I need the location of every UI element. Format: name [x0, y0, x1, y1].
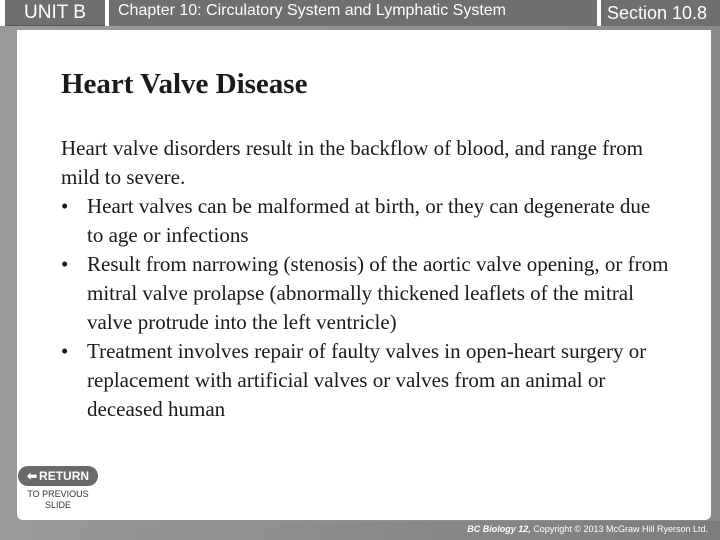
- return-arrow-icon: ⬅: [26, 469, 38, 483]
- copyright-text: Copyright © 2013 McGraw Hill Ryerson Ltd.: [533, 524, 708, 534]
- return-label: RETURN: [39, 469, 90, 483]
- intro-text: Heart valve disorders result in the backflow of blood, and range from mild to severe.: [61, 136, 643, 189]
- bullet-text: Result from narrowing (stenosis) of the aortic valve opening, or from mitral valve prolapse (abnormally thickened leaflets of the mitral valve protrude into the left ventricle): [87, 252, 669, 334]
- bullet-text: Treatment involves repair of faulty valves in open-heart surgery or replacement with artificial valves or valves from an animal or deceased human: [87, 339, 647, 421]
- slide-title: Heart Valve Disease: [61, 68, 308, 100]
- bullet-marker: •: [61, 194, 69, 218]
- bullet-marker: •: [61, 339, 69, 363]
- bullet-text: Heart valves can be malformed at birth, or they can degenerate due to age or infections: [87, 194, 651, 247]
- return-caption: TO PREVIOUS SLIDE: [27, 489, 89, 510]
- bullet-item: [61, 192, 671, 250]
- bullet-list: [61, 192, 671, 424]
- return-button[interactable]: [18, 466, 98, 486]
- slide-body: [61, 134, 671, 424]
- header-bar: [0, 0, 720, 26]
- bullet-item: [61, 250, 671, 337]
- unit-tab: UNIT B: [5, 0, 105, 26]
- section-tab: Section 10.8: [601, 0, 720, 26]
- copyright-notice: [467, 522, 708, 536]
- bullet-item: [61, 337, 671, 424]
- bullet-marker: •: [61, 252, 69, 276]
- chapter-tab: Chapter 10: Circulatory System and Lymphatic System: [109, 0, 597, 26]
- copyright-brand: BC Biology 12,: [467, 524, 531, 534]
